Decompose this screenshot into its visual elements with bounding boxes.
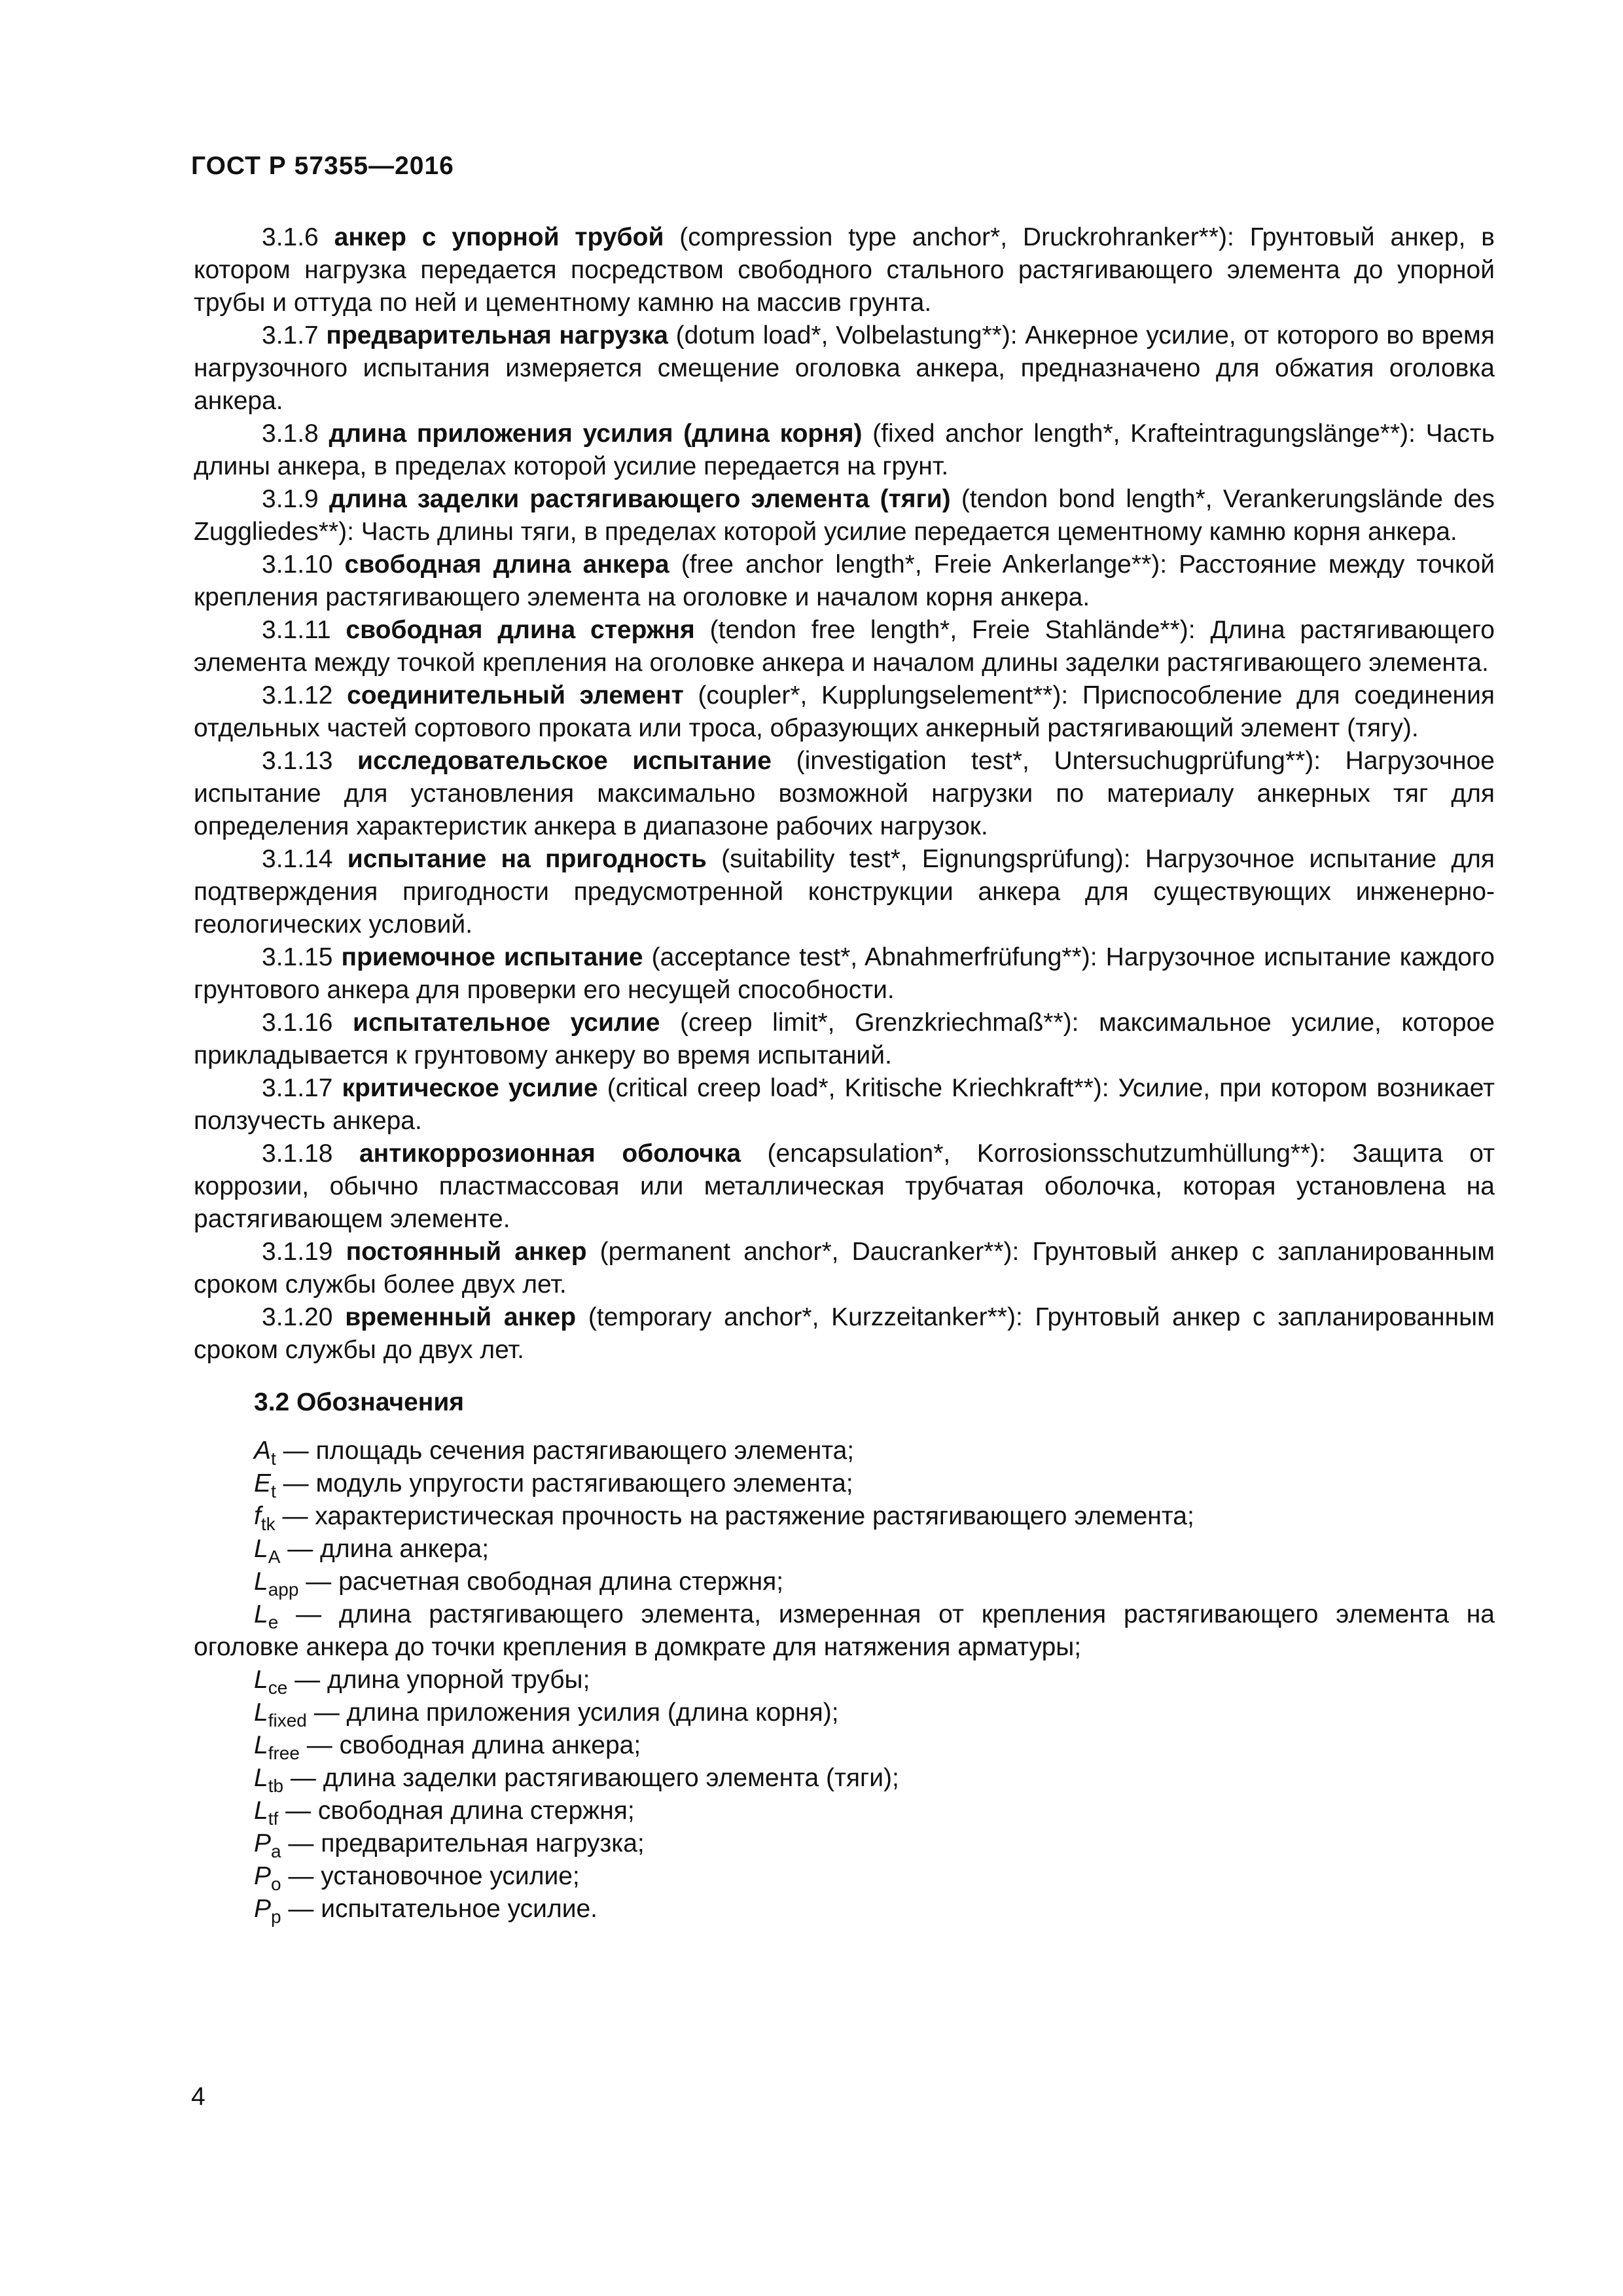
definition-number: 3.1.12 [262, 681, 333, 709]
definition-term: испытание на пригодность [347, 845, 707, 873]
symbol-letter: L [254, 1797, 268, 1825]
symbol-letter: f [254, 1502, 261, 1530]
definition-number: 3.1.10 [262, 550, 333, 579]
document-code-header: ГОСТ Р 57355—2016 [191, 152, 454, 180]
definition-text: (free anchor length*, Freie Ankerlange**): Расстояние между точкой крепления растягивающего элемента на оголовке и началом корня анкера. [194, 550, 1495, 611]
symbol-subscript: t [271, 1448, 276, 1469]
definition-number: 3.1.19 [262, 1238, 333, 1266]
symbol-letter: P [254, 1895, 272, 1923]
symbol-subscript: fixed [268, 1710, 307, 1731]
symbol-item [194, 1598, 1495, 1664]
symbol-letter: L [254, 1731, 268, 1759]
symbol-description: — длина растягивающего элемента, измеренная от крепления растягивающего элемента на оголовке анкера до точки крепления в домкрате для натяжения арматуры; [194, 1600, 1495, 1661]
definition-text: (acceptance test*, Abnahmerfrüfung**): Нагрузочное испытание каждого грунтового анкера для проверки его несущей способности. [194, 943, 1495, 1004]
symbol-subscript: A [268, 1547, 281, 1567]
definition-text: (tendon bond length*, Verankerungslände des Zuggliedes**): Часть длины тяги, в пределах которой усилие передается цементному камню корня анкера. [194, 485, 1495, 546]
definition-term: критическое усилие [342, 1074, 598, 1102]
definition-text: (compression type anchor*, Druckrohranker**): Грунтовый анкер, в котором нагрузка передается посредством свободного стального растягивающего элемента до упорной трубы и оттуда по ней и цементному камню на массив грунта. [194, 223, 1495, 317]
definition-text: (critical creep load*, Kritische Kriechkraft**): Усилие, при котором возникает ползучесть анкера. [194, 1074, 1495, 1135]
symbol-item [194, 1696, 1495, 1729]
definition-text: (creep limit*, Grenzkriechmaß**): максимальное усилие, которое прикладывается к грунтовому анкеру во время испытаний. [194, 1009, 1495, 1069]
definition-term: предварительная нагрузка [326, 321, 668, 350]
definition-term: временный анкер [345, 1303, 577, 1331]
symbol-subscript: tb [268, 1776, 284, 1796]
symbol-description: — модуль упругости растягивающего элемента; [276, 1469, 853, 1498]
symbol-subscript: ce [268, 1677, 288, 1698]
definition-number: 3.1.8 [262, 420, 319, 448]
definition-item [194, 1301, 1495, 1367]
definition-item [194, 1236, 1495, 1301]
page-number: 4 [191, 2083, 205, 2111]
definition-term: антикоррозионная оболочка [359, 1139, 741, 1168]
definition-number: 3.1.15 [262, 943, 333, 971]
symbol-letter: E [254, 1469, 272, 1498]
symbol-description: — свободная длина стержня; [278, 1797, 635, 1825]
symbol-item [194, 1533, 1495, 1566]
definition-item [194, 548, 1495, 614]
definition-text: (coupler*, Kupplungselement**): Приспособление для соединения отдельных частей сортового проката или троса, образующих анкерный растягивающий элемент (тягу). [194, 681, 1495, 742]
definition-item [194, 679, 1495, 745]
definition-term: испытательное усилие [353, 1009, 660, 1037]
symbol-description: — характеристическая прочность на растяжение растягивающего элемента; [275, 1502, 1194, 1530]
symbol-description: — длина анкера; [280, 1535, 490, 1563]
symbol-subscript: app [268, 1579, 299, 1600]
symbol-subscript: t [271, 1481, 276, 1501]
definition-text: (tendon free length*, Freie Stahlände**): Длина растягивающего элемента между точкой крепления на оголовке анкера и началом длины заделки растягивающего элемента. [194, 616, 1495, 677]
definition-number: 3.1.7 [262, 321, 319, 350]
definition-term: свободная длина стержня [346, 616, 695, 644]
definition-number: 3.1.18 [262, 1139, 333, 1168]
symbol-letter: L [254, 1666, 268, 1694]
symbol-letter: L [254, 1698, 268, 1727]
symbol-subscript: free [268, 1743, 300, 1763]
symbol-subscript: tk [260, 1514, 276, 1534]
definition-number: 3.1.16 [262, 1009, 333, 1037]
definition-item [194, 1007, 1495, 1072]
symbol-item [194, 1893, 1495, 1926]
symbol-letter: L [254, 1568, 268, 1596]
definition-text: (encapsulation*, Korrosionsschutzumhüllung**): Защита от коррозии, обычно пластмассовая или металлическая трубчатая оболочка, которая установлена на растягивающем элементе. [194, 1139, 1495, 1233]
definition-number: 3.1.11 [262, 616, 331, 644]
symbol-item [194, 1500, 1495, 1533]
symbol-description: — длина приложения усилия (длина корня); [306, 1698, 839, 1727]
symbol-letter: A [254, 1437, 272, 1465]
definition-text: (temporary anchor*, Kurzzeitanker**): Грунтовый анкер с запланированным сроком службы до двух лет. [194, 1303, 1495, 1364]
definition-term: соединительный элемент [347, 681, 684, 709]
symbol-letter: L [254, 1535, 268, 1563]
symbol-item [194, 1762, 1495, 1795]
definition-item [194, 614, 1495, 679]
symbol-subscript: e [268, 1612, 279, 1632]
section-heading: 3.2 Обозначения [254, 1388, 465, 1416]
symbol-description: — площадь сечения растягивающего элемента; [276, 1437, 855, 1465]
definition-item [194, 1072, 1495, 1138]
definition-item [194, 941, 1495, 1007]
definition-term: исследовательское испытание [357, 747, 772, 775]
definition-number: 3.1.20 [262, 1303, 333, 1331]
definition-item [194, 1138, 1495, 1236]
definition-number: 3.1.13 [262, 747, 333, 775]
symbol-subscript: tf [268, 1808, 279, 1829]
symbol-item [194, 1566, 1495, 1598]
symbol-item [194, 1435, 1495, 1467]
definition-text: (investigation test*, Untersuchugprüfung**): Нагрузочное испытание для установления максимально возможной нагрузки по материалу анкерных тяг для определения характеристик анкера в диапазоне рабочих нагрузок. [194, 747, 1495, 840]
definition-number: 3.1.14 [262, 845, 333, 873]
symbol-subscript: p [271, 1907, 281, 1927]
symbol-description: — длина упорной трубы; [287, 1666, 590, 1694]
definition-item [194, 319, 1495, 418]
definition-item [194, 221, 1495, 319]
document-body [194, 221, 1495, 1926]
symbol-description: — испытательное усилие. [281, 1895, 598, 1923]
symbol-description: — установочное усилие; [281, 1862, 580, 1890]
symbol-letter: P [254, 1862, 272, 1890]
symbol-item [194, 1467, 1495, 1500]
definition-text: (suitability test*, Eignungsprüfung): Нагрузочное испытание для подтверждения пригодности предусмотренной конструкции анкера для существующих инженерно-геологических условий. [194, 845, 1495, 939]
definition-term: длина приложения усилия (длина корня) [329, 420, 863, 448]
definition-text: (dotum load*, Volbelastung**): Анкерное усилие, от которого во время нагрузочного испытания измеряется смещение оголовка анкера, предназначено для обжатия оголовка анкера. [194, 321, 1495, 415]
definition-number: 3.1.17 [262, 1074, 333, 1102]
definition-term: длина заделки растягивающего элемента (тяги) [329, 485, 951, 513]
symbol-letter: P [254, 1829, 272, 1857]
symbol-description: — свободная длина анкера; [299, 1731, 641, 1759]
symbols-list [194, 1435, 1495, 1926]
symbol-item [194, 1729, 1495, 1762]
definition-item [194, 843, 1495, 941]
symbol-item [194, 1664, 1495, 1696]
definition-number: 3.1.9 [262, 485, 319, 513]
symbol-letter: L [254, 1764, 268, 1792]
symbol-description: — расчетная свободная длина стержня; [298, 1568, 784, 1596]
symbol-description: — длина заделки растягивающего элемента (тяги); [283, 1764, 899, 1792]
definition-term: постоянный анкер [346, 1238, 587, 1266]
definition-text: (fixed anchor length*, Krafteintragungslänge**): Часть длины анкера, в пределах которой усилие передается на грунт. [194, 420, 1495, 480]
symbol-item [194, 1860, 1495, 1893]
symbol-subscript: o [271, 1874, 281, 1894]
symbol-item [194, 1795, 1495, 1827]
definitions-list [194, 221, 1495, 1367]
definition-item [194, 483, 1495, 548]
definition-term: анкер с упорной трубой [334, 223, 664, 251]
definition-number: 3.1.6 [262, 223, 319, 251]
definition-term: свободная длина анкера [344, 550, 669, 579]
symbol-description: — предварительная нагрузка; [281, 1829, 645, 1857]
symbol-letter: L [254, 1600, 268, 1628]
definition-term: приемочное испытание [341, 943, 643, 971]
definition-item [194, 745, 1495, 843]
definition-item [194, 418, 1495, 483]
definition-text: (permanent anchor*, Daucranker**): Грунтовый анкер с запланированным сроком службы более двух лет. [194, 1238, 1495, 1299]
symbol-item [194, 1827, 1495, 1860]
symbol-subscript: a [271, 1841, 281, 1861]
